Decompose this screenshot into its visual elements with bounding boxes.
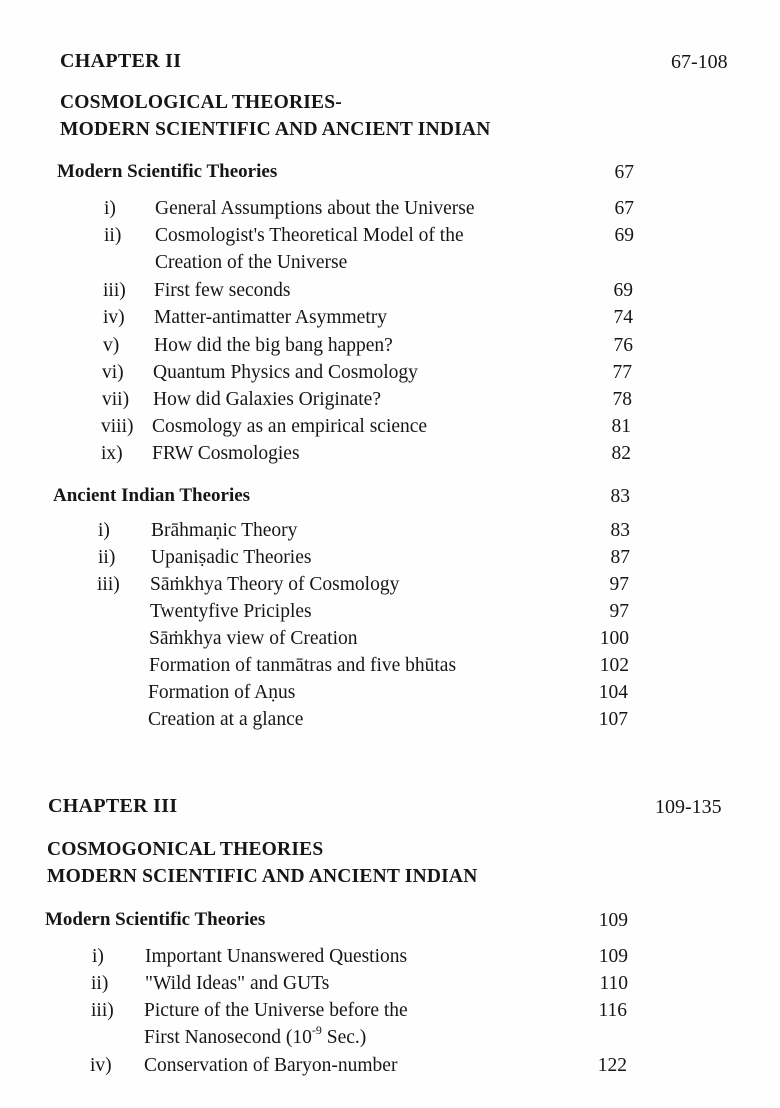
entry-number: i): [92, 946, 104, 967]
entry-title-continuation: Creation of the Universe: [155, 252, 348, 273]
entry-page: 74: [613, 307, 633, 328]
entry-title: Formation of tanmātras and five bhūtas: [149, 655, 457, 676]
entry-page: 87: [610, 547, 630, 568]
entry-number: vii): [102, 389, 130, 410]
entry-title: Sāṁkhya Theory of Cosmology: [150, 574, 400, 595]
section-title: Modern Scientific Theories: [57, 161, 278, 182]
entry-number: iv): [90, 1055, 112, 1076]
entry-title: "Wild Ideas" and GUTs: [145, 973, 330, 994]
entry-title: General Assumptions about the Universe: [155, 198, 475, 219]
entry-title: Upaniṣadic Theories: [151, 547, 312, 568]
entry-page: 116: [598, 1000, 627, 1021]
entry-title: Creation at a glance: [148, 709, 304, 730]
entry-page: 77: [612, 362, 632, 383]
entry-title: Cosmology as an empirical science: [152, 416, 428, 437]
entry-number: iii): [97, 574, 120, 595]
entry-number: ii): [98, 547, 116, 568]
entry-title: How did Galaxies Originate?: [153, 389, 381, 410]
chapter-3-title-line1: COSMOGONICAL THEORIES: [47, 839, 324, 860]
entry-page: 110: [599, 973, 628, 994]
entry-page: 67: [614, 198, 634, 219]
entry-title: Picture of the Universe before the: [144, 1000, 408, 1021]
entry-number: ii): [91, 973, 109, 994]
entry-number: v): [103, 335, 120, 356]
entry-title: Formation of Aṇus: [148, 682, 296, 703]
entry-page: 122: [597, 1055, 627, 1076]
entry-page: 69: [613, 280, 633, 301]
entry-page: 97: [609, 601, 629, 622]
entry-number: iii): [103, 280, 126, 301]
chapter-3-label: CHAPTER III: [48, 795, 178, 817]
entry-number: i): [104, 198, 116, 219]
entry-title-continuation: [144, 1023, 367, 1048]
section-page: 109: [598, 910, 628, 931]
entry-page: 107: [598, 709, 628, 730]
entry-title: Cosmologist's Theoretical Model of the: [155, 225, 464, 246]
entry-title: Sāṁkhya view of Creation: [149, 628, 358, 649]
entry-page: 102: [599, 655, 629, 676]
entry-number: iii): [91, 1000, 114, 1021]
entry-title: Important Unanswered Questions: [145, 946, 408, 967]
section-page: 83: [610, 486, 630, 507]
entry-title: FRW Cosmologies: [152, 443, 300, 464]
entry-title: How did the big bang happen?: [154, 335, 393, 356]
entry-number: iv): [103, 307, 125, 328]
entry-page: 82: [611, 443, 631, 464]
entry-page: 81: [611, 416, 631, 437]
entry-page: 78: [612, 389, 632, 410]
section-title: Ancient Indian Theories: [53, 485, 251, 506]
entry-title: Conservation of Baryon-number: [144, 1055, 398, 1076]
entry-page: 109: [598, 946, 628, 967]
entry-number: viii): [101, 416, 134, 437]
entry-title: First few seconds: [154, 280, 291, 301]
exponent: -9: [311, 1023, 322, 1037]
entry-page: 104: [598, 682, 628, 703]
entry-title: Matter-antimatter Asymmetry: [154, 307, 388, 328]
chapter-2-label: CHAPTER II: [60, 50, 182, 72]
entry-page: 83: [610, 520, 630, 541]
entry-page: 100: [599, 628, 629, 649]
section-title: Modern Scientific Theories: [45, 909, 266, 930]
chapter-2-title-line1: COSMOLOGICAL THEORIES-: [60, 92, 342, 113]
entry-title: Brāhmaṇic Theory: [151, 520, 298, 541]
chapter-2-range: 67-108: [671, 51, 728, 73]
entry-page: 97: [609, 574, 629, 595]
entry-title: Quantum Physics and Cosmology: [153, 362, 418, 383]
entry-number: vi): [102, 362, 124, 383]
chapter-2-title-line2: MODERN SCIENTIFIC AND ANCIENT INDIAN: [60, 119, 491, 140]
continuation-text: First Nanosecond (10: [144, 1027, 312, 1048]
entry-number: ix): [101, 443, 123, 464]
entry-number: i): [98, 520, 110, 541]
entry-page: 76: [613, 335, 633, 356]
entry-title: Twentyfive Priciples: [150, 601, 312, 622]
entry-page: 69: [614, 225, 634, 246]
chapter-3-range: 109-135: [655, 796, 722, 818]
section-page: 67: [614, 162, 634, 183]
chapter-3-title-line2: MODERN SCIENTIFIC AND ANCIENT INDIAN: [47, 866, 478, 887]
continuation-text-end: Sec.): [321, 1027, 367, 1048]
entry-number: ii): [104, 225, 122, 246]
